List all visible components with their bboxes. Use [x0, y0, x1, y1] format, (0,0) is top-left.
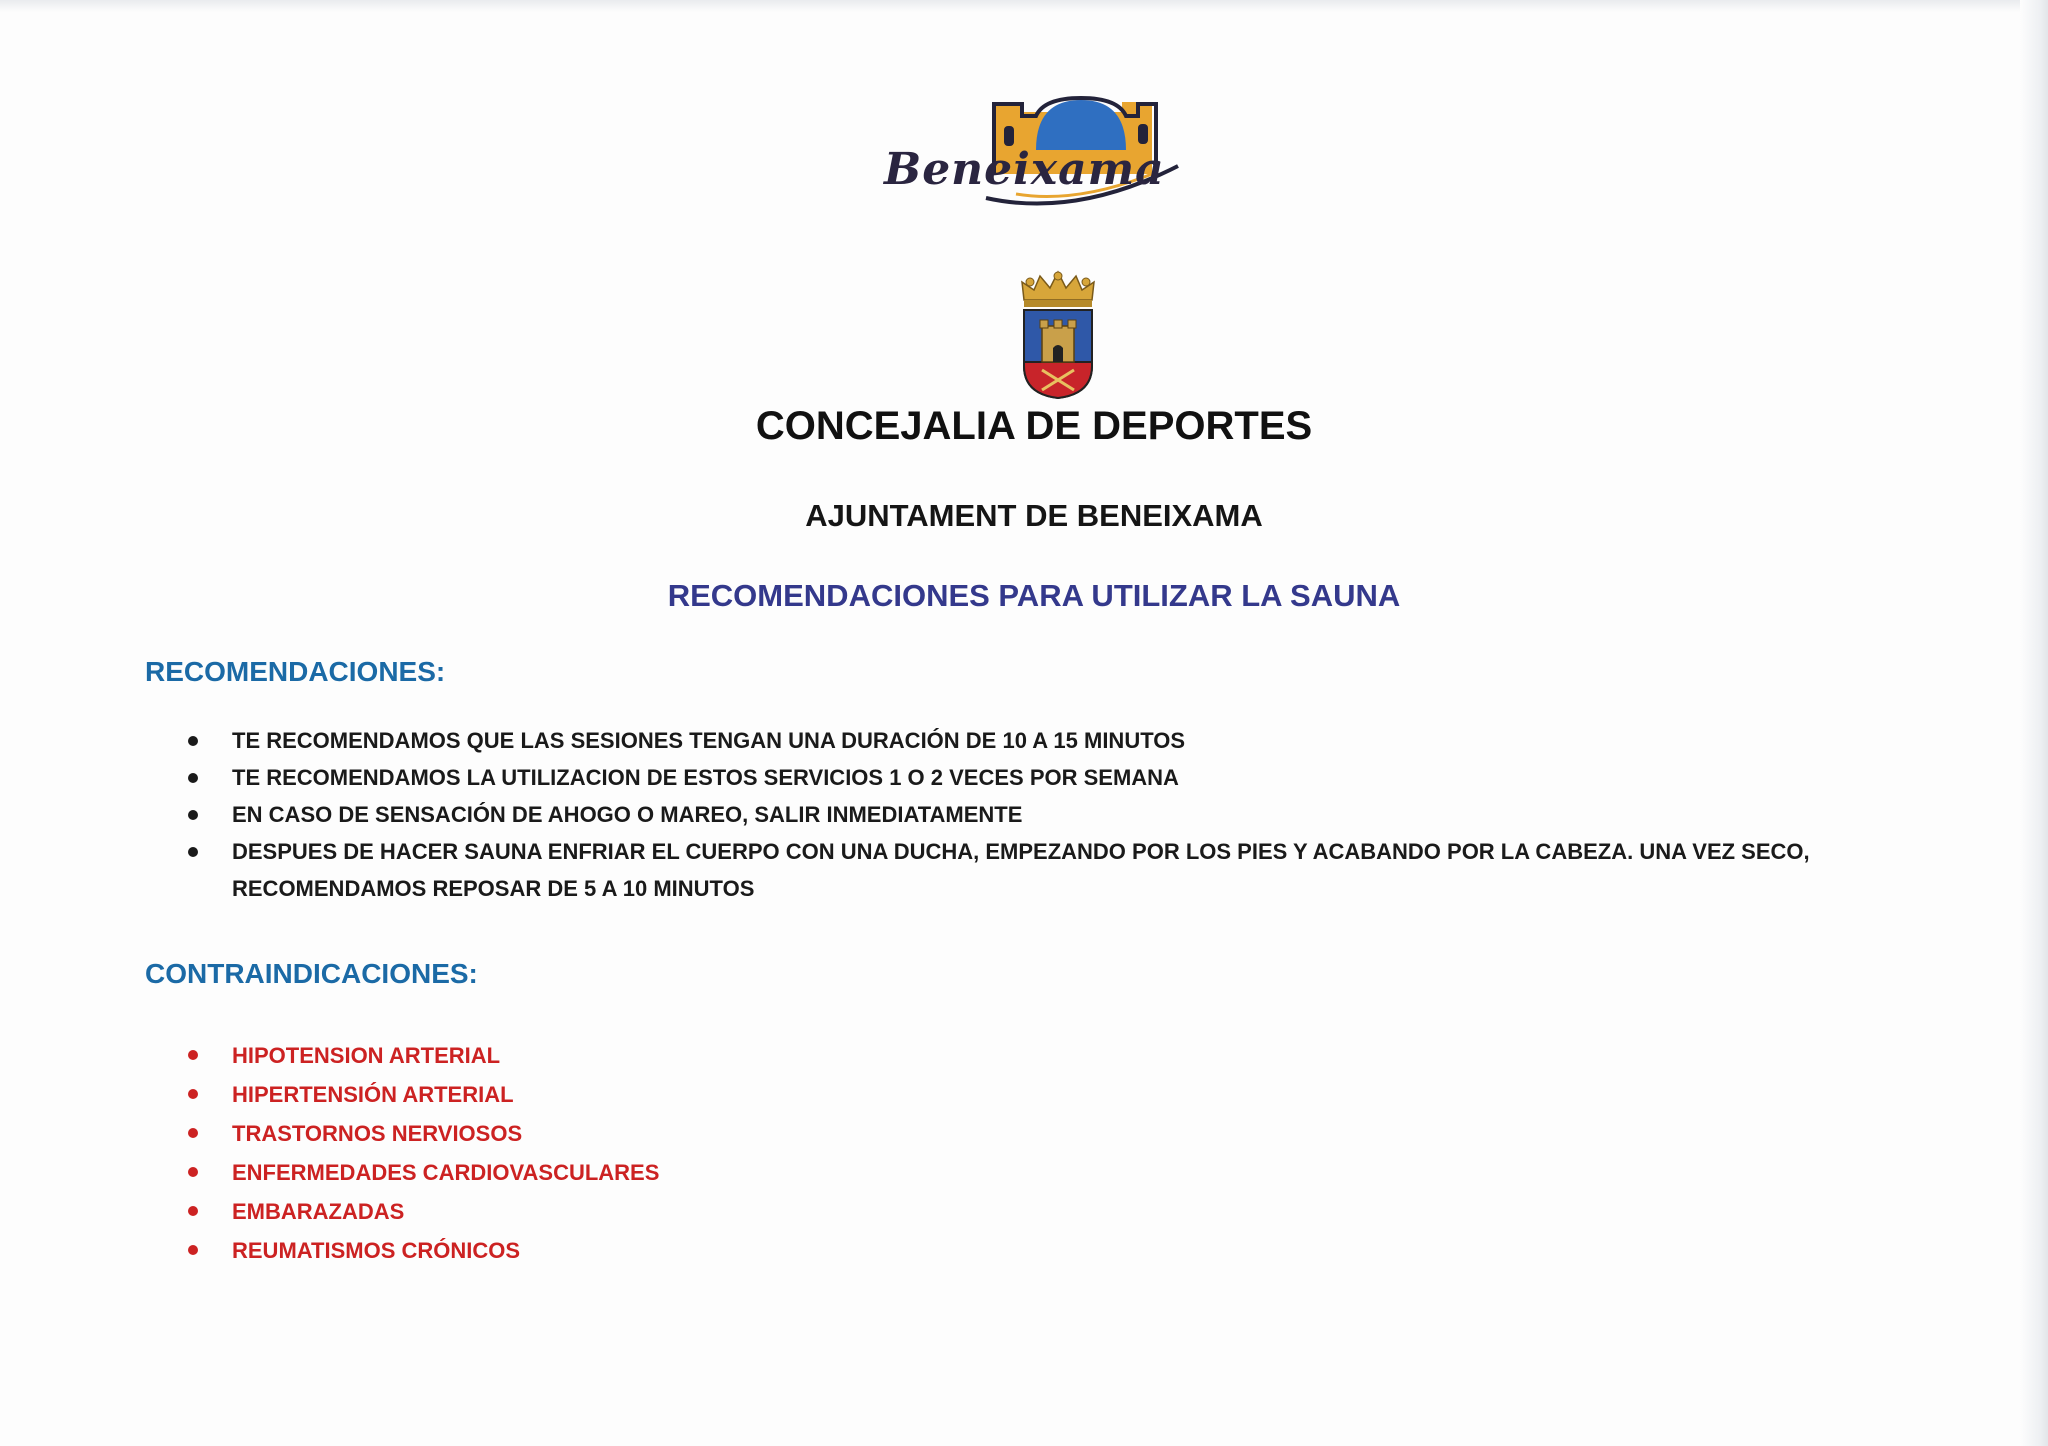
bullet-icon	[188, 847, 198, 857]
list-item	[188, 1036, 659, 1075]
list-item-text: ENFERMEDADES CARDIOVASCULARES	[232, 1160, 660, 1185]
list-item	[188, 1192, 659, 1231]
coat-of-arms-icon	[1018, 270, 1098, 400]
list-item	[188, 1075, 659, 1114]
list-item-text: EMBARAZADAS	[232, 1199, 405, 1224]
coat-of-arms-graphic	[1018, 270, 1098, 400]
logo-text: Beneixama	[884, 144, 1165, 195]
list-item	[188, 1114, 659, 1153]
contraindicaciones-heading: CONTRAINDICACIONES:	[145, 958, 478, 989]
bullet-icon	[188, 1050, 198, 1060]
bullet-icon	[188, 1167, 198, 1177]
list-item	[188, 1153, 659, 1192]
document-title: RECOMENDACIONES PARA UTILIZAR LA SAUNA	[667, 578, 1401, 613]
bullet-icon	[188, 1128, 198, 1138]
bullet-icon	[188, 736, 198, 746]
list-item	[188, 722, 1872, 759]
page-subtitle: AJUNTAMENT DE BENEIXAMA	[805, 498, 1263, 533]
list-item-text: EN CASO DE SENSACIÓN DE AHOGO O MAREO, SALIR INMEDIATAMENTE	[232, 802, 1023, 827]
list-item	[188, 796, 1872, 833]
list-item-text: TRASTORNOS NERVIOSOS	[232, 1121, 523, 1146]
page-title: CONCEJALIA DE DEPORTES	[755, 404, 1313, 448]
recomendaciones-list	[188, 722, 1872, 907]
list-item-text: TE RECOMENDAMOS QUE LAS SESIONES TENGAN UNA DURACIÓN DE 10 A 15 MINUTOS	[232, 728, 1186, 753]
recomendaciones-heading: RECOMENDACIONES:	[145, 656, 446, 687]
list-item-text: REUMATISMOS CRÓNICOS	[232, 1238, 521, 1263]
list-item	[188, 759, 1872, 796]
list-item-text: HIPERTENSIÓN ARTERIAL	[232, 1082, 514, 1107]
list-item	[188, 1231, 659, 1270]
bullet-icon	[188, 810, 198, 820]
list-item-text: DESPUES DE HACER SAUNA ENFRIAR EL CUERPO CON UNA DUCHA, EMPEZANDO POR LOS PIES Y ACABANDO POR LA CABEZA. UNA VEZ SECO, RECOMENDAMOS REPOSAR DE 5 A 10 MINUTOS	[232, 839, 1810, 901]
town-logo-icon	[876, 94, 1186, 224]
list-item-text: HIPOTENSION ARTERIAL	[232, 1043, 501, 1068]
bullet-icon	[188, 1206, 198, 1216]
contraindicaciones-list	[188, 1036, 659, 1270]
bullet-icon	[188, 1089, 198, 1099]
bullet-icon	[188, 773, 198, 783]
list-item	[188, 833, 1872, 907]
bullet-icon	[188, 1245, 198, 1255]
list-item-text: TE RECOMENDAMOS LA UTILIZACION DE ESTOS SERVICIOS 1 O 2 VECES POR SEMANA	[232, 765, 1179, 790]
